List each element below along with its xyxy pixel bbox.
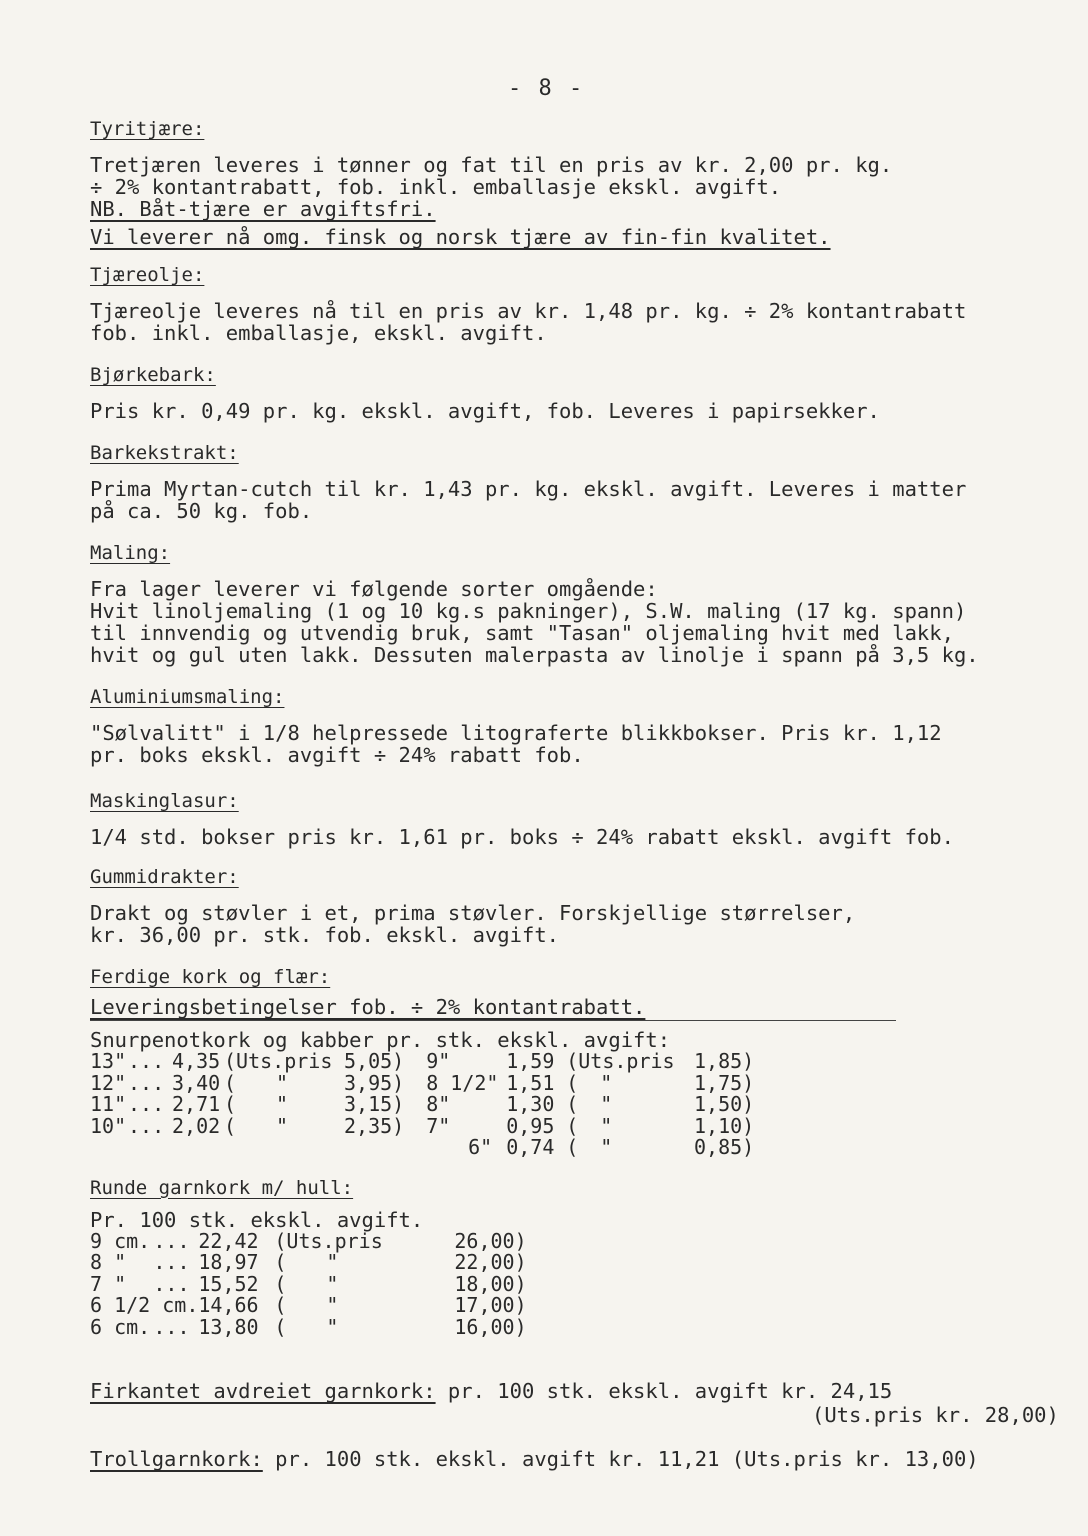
size-cell: 8 1/2" [426, 1070, 499, 1095]
table-row [90, 1051, 754, 1073]
ditto-mark: " [326, 1293, 339, 1317]
uts-price-cell: 1,10) [694, 1113, 755, 1138]
table-row [90, 1094, 754, 1116]
ditto-mark: " [276, 1070, 289, 1095]
ditto-mark: " [600, 1092, 613, 1116]
section-kork [90, 966, 1060, 1338]
quality-note: Vi leverer nå omg. finsk og norsk tjære av fin-fin kvalitet. [90, 225, 831, 249]
uts-price-cell: 3,95) [344, 1070, 405, 1095]
price-cell: 1,30 [506, 1092, 555, 1116]
table-row [90, 1116, 754, 1138]
price-cell: 1,51 [506, 1070, 555, 1095]
text-line: kr. 36,00 pr. stk. fob. ekskl. avgift. [90, 923, 559, 947]
size-cell: 9 cm. [90, 1228, 151, 1253]
section-bjorkebark [90, 364, 1060, 422]
size-cell: 6" [468, 1135, 493, 1159]
uts-price-cell: 3,15) [344, 1092, 405, 1116]
text-line: til innvendig og utvendig bruk, samt "Tasan" oljemaling hvit med lakk, [90, 621, 954, 645]
table-row [90, 1274, 527, 1296]
heading-bjorkebark: Bjørkebark: [90, 364, 216, 386]
heading-aluminiumsmaling: Aluminiumsmaling: [90, 686, 285, 708]
table-row [90, 1295, 527, 1317]
dots-cell: ... [153, 1228, 190, 1253]
runde-intro: Pr. 100 stk. ekskl. avgift. [90, 1207, 424, 1232]
table-row [90, 1317, 527, 1339]
troll-label: Trollgarnkork: [90, 1447, 263, 1471]
size-cell: 7 " [90, 1271, 127, 1296]
text-line: Pris kr. 0,49 pr. kg. ekskl. avgift, fob. Leveres i papirsekker. [90, 399, 880, 423]
section-aluminiumsmaling [90, 686, 1060, 766]
uts-price-cell: 2,35) [344, 1113, 405, 1138]
uts-price-cell: 18,00) [454, 1271, 527, 1296]
size-cell: 11" [90, 1092, 127, 1116]
paren: ( [566, 1135, 579, 1159]
troll-line [90, 1448, 979, 1470]
price-cell: 14,66 [198, 1293, 259, 1317]
dots-cell: ... [128, 1070, 165, 1095]
uts-price-cell: 26,00) [454, 1228, 527, 1253]
size-cell: 9" [426, 1049, 451, 1073]
text-line: Hvit linoljemaling (1 og 10 kg.s pakninger), S.W. maling (17 kg. spann) [90, 599, 967, 623]
paren: ( [566, 1113, 579, 1138]
size-cell: 6 cm. [90, 1314, 151, 1339]
firkantet-text: pr. 100 stk. ekskl. avgift kr. 24,15 [447, 1379, 893, 1403]
paren: ( [274, 1250, 287, 1274]
uts-price-cell: 17,00) [454, 1293, 527, 1317]
dots-cell: ... [153, 1250, 190, 1274]
dots-cell: ... [128, 1092, 165, 1116]
ditto-mark: " [326, 1314, 339, 1339]
text-line: "Sølvalitt" i 1/8 helpressede litograferte blikkbokser. Pris kr. 1,12 [90, 721, 942, 745]
dots-cell: ... [128, 1113, 165, 1138]
uts-label-cell: (Uts.pris [274, 1228, 383, 1253]
heading-barkekstrakt: Barkekstrakt: [90, 442, 239, 464]
uts-label-cell: (Uts.pris [224, 1049, 333, 1073]
paren: ( [224, 1113, 237, 1138]
heading-tjaereolje: Tjæreolje: [90, 264, 205, 286]
delivery-terms: Leveringsbetingelser fob. ÷ 2% kontantrabatt. [90, 995, 646, 1019]
table-row [90, 1252, 527, 1274]
heading-maling: Maling: [90, 542, 171, 564]
price-cell: 2,02 [172, 1113, 221, 1138]
nb-note: NB. Båt-tjære er avgiftsfri. [90, 197, 436, 221]
text-line: 1/4 std. bokser pris kr. 1,61 pr. boks ÷ 24% rabatt ekskl. avgift fob. [90, 825, 954, 849]
section-maskinglasur [90, 790, 1060, 848]
dots-cell: ... [153, 1271, 190, 1296]
price-cell: 1,59 [506, 1049, 555, 1073]
price-cell: 18,97 [198, 1250, 259, 1274]
text-line: Drakt og støvler i et, prima støvler. Forskjellige størrelser, [90, 901, 856, 925]
size-cell: 7" [426, 1113, 451, 1138]
text-line: hvit og gul uten lakk. Dessuten malerpasta av linolje i spann på 3,5 kg. [90, 643, 979, 667]
ditto-mark: " [276, 1113, 289, 1138]
dots-cell: ... [153, 1314, 190, 1339]
uts-price-cell: 16,00) [454, 1314, 527, 1339]
section-maling [90, 542, 1060, 666]
paren: ( [224, 1070, 237, 1095]
size-cell: 13" [90, 1049, 127, 1073]
price-cell: 0,74 [506, 1135, 555, 1159]
paren: ( [274, 1271, 287, 1296]
price-cell: 4,35 [172, 1049, 221, 1073]
price-cell: 3,40 [172, 1070, 221, 1095]
price-cell: 15,52 [198, 1271, 259, 1296]
text-line: fob. inkl. emballasje, ekskl. avgift. [90, 321, 547, 345]
text-line: Fra lager leverer vi følgende sorter omgående: [90, 577, 658, 601]
ditto-mark: " [326, 1250, 339, 1274]
text-line: ÷ 2% kontantrabatt, fob. inkl. emballasje ekskl. avgift. [90, 175, 782, 199]
uts-price-cell: 1,85) [694, 1049, 755, 1073]
uts-price-cell: 1,50) [694, 1092, 755, 1116]
heading-kork: Ferdige kork og flær: [90, 966, 331, 988]
text-line: Tjæreolje leveres nå til en pris av kr. 1,48 pr. kg. ÷ 2% kontantrabatt [90, 299, 967, 323]
ditto-mark: " [600, 1070, 613, 1095]
paren: ( [224, 1092, 237, 1116]
paren: ( [566, 1092, 579, 1116]
ditto-mark: " [600, 1113, 613, 1138]
runde-table [90, 1228, 527, 1339]
size-cell: 6 1/2 cm. [90, 1293, 199, 1317]
price-cell: 22,42 [198, 1228, 259, 1253]
section-tjaereolje [90, 264, 1060, 344]
paren: ( [274, 1314, 287, 1339]
text-line: på ca. 50 kg. fob. [90, 499, 313, 523]
snurpe-intro: Snurpenotkork og kabber pr. stk. ekskl. avgift: [90, 1028, 671, 1052]
paren: ( [566, 1070, 579, 1095]
size-cell: 8 " [90, 1250, 127, 1274]
table-row [90, 1137, 754, 1159]
price-cell: 13,80 [198, 1314, 259, 1339]
uts-price-cell: 0,85) [694, 1135, 755, 1159]
heading-runde-garnkork: Runde garnkork m/ hull: [90, 1176, 354, 1199]
ditto-mark: " [326, 1271, 339, 1296]
uts-price-cell: 5,05) [344, 1049, 405, 1073]
size-cell: 8" [426, 1092, 451, 1116]
firkantet-uts: (Uts.pris kr. 28,00) [812, 1403, 1059, 1427]
heading-gummidrakter: Gummidrakter: [90, 866, 239, 888]
price-cell: 0,95 [506, 1113, 555, 1138]
snurpe-table [90, 1051, 754, 1159]
section-tyritjaere [90, 118, 1060, 248]
troll-text: pr. 100 stk. ekskl. avgift kr. 11,21 (Uts.pris kr. 13,00) [275, 1447, 979, 1471]
page-number: - 8 - [508, 76, 585, 101]
text-line: Prima Myrtan-cutch til kr. 1,43 pr. kg. ekskl. avgift. Leveres i matter [90, 477, 967, 501]
paren: ( [274, 1293, 287, 1317]
dots-cell: ... [128, 1049, 165, 1073]
text-line: Tretjæren leveres i tønner og fat til en pris av kr. 2,00 pr. kg. [90, 153, 893, 177]
text-line: pr. boks ekskl. avgift ÷ 24% rabatt fob. [90, 743, 584, 767]
firkantet-label: Firkantet avdreiet garnkork: [90, 1379, 436, 1403]
table-row [90, 1231, 527, 1253]
ditto-mark: " [600, 1135, 613, 1159]
uts-price-cell: 22,00) [454, 1250, 527, 1274]
uts-price-cell: 1,75) [694, 1070, 755, 1095]
section-barkekstrakt [90, 442, 1060, 522]
ditto-mark: " [276, 1092, 289, 1116]
section-gummidrakter [90, 866, 1060, 946]
table-row [90, 1073, 754, 1095]
size-cell: 10" [90, 1113, 127, 1138]
uts-label-cell: (Uts.pris [566, 1049, 675, 1073]
price-cell: 2,71 [172, 1092, 221, 1116]
size-cell: 12" [90, 1070, 127, 1095]
firkantet-line [90, 1380, 892, 1402]
heading-tyritjaere: Tyritjære: [90, 118, 205, 140]
heading-maskinglasur: Maskinglasur: [90, 790, 239, 812]
